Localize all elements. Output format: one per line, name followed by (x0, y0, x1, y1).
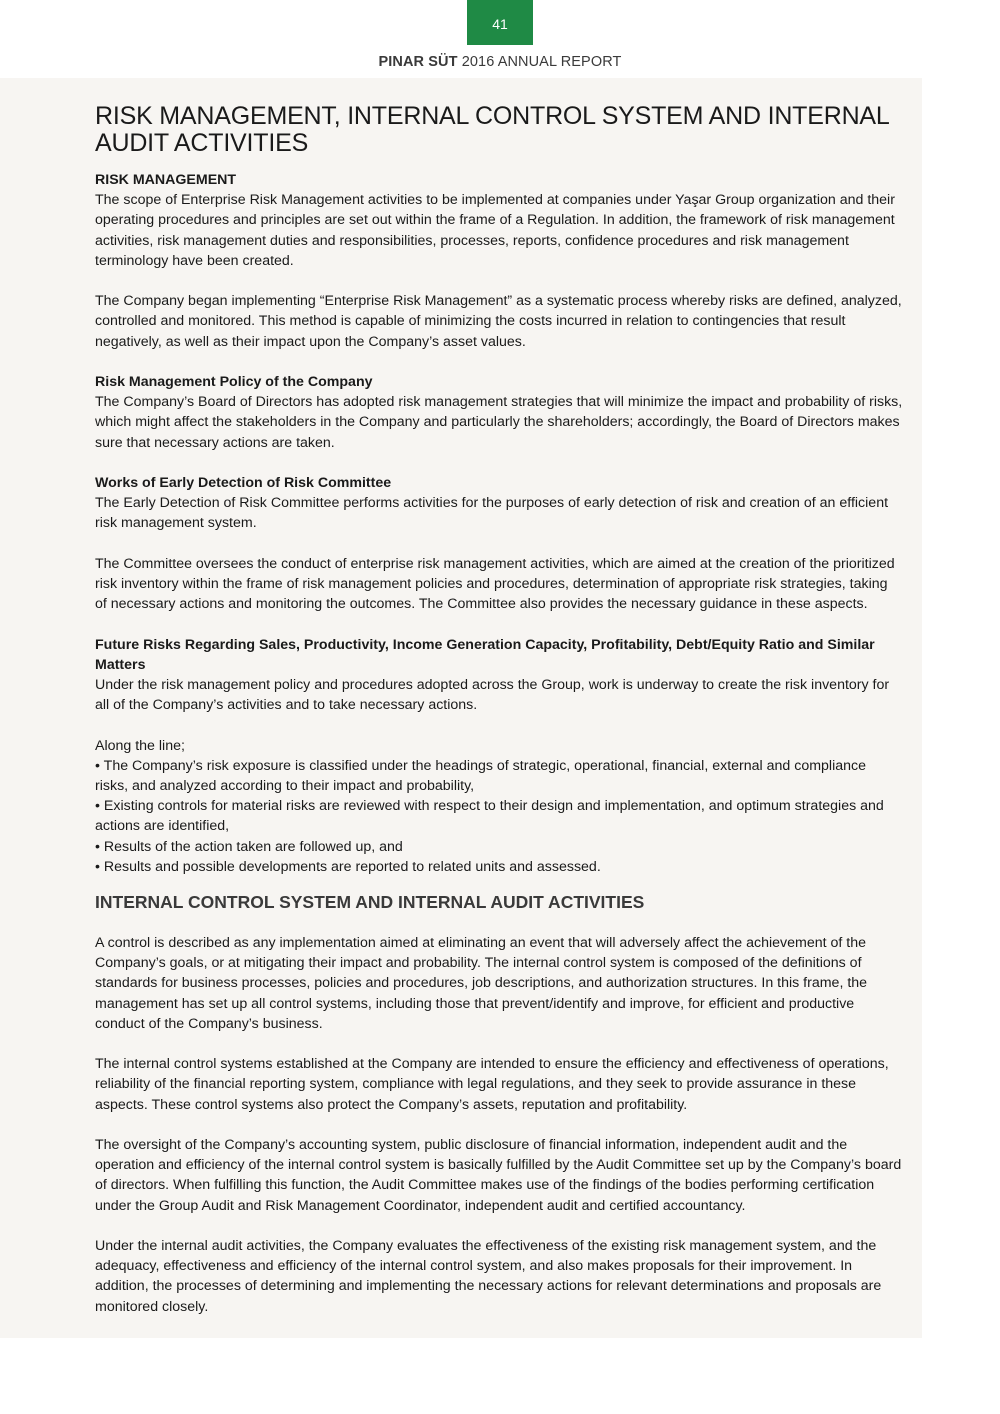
policy-heading: Risk Management Policy of the Company (95, 374, 373, 390)
policy-paragraph-1: The Company’s Board of Directors has adopted risk management strategies that will minimize the impact and probability of risks, which might affect the stakeholders in the Company and particularly the shareholders; accordingly, the Board of Directors makes sure that necessary actions are taken. (95, 394, 903, 451)
risk-management-heading: RISK MANAGEMENT (95, 172, 237, 188)
bullet-item: • Results of the action taken are followed up, and (95, 838, 403, 855)
committee-heading: Works of Early Detection of Risk Committee (95, 475, 392, 491)
internal-paragraph-3: The oversight of the Company’s accounting system, public disclosure of financial information, independent audit and the operation and efficiency of the internal control system is basically fulfilled by the Audit Committee set up by the Company’s board of directors. When fulfilling this function, the Audit Committee makes use of the findings of the bodies performing certification under the Group Audit and Risk Management Coordinator, independent audit and certified accountancy. (95, 1137, 902, 1214)
document-body (95, 103, 903, 1317)
bullet-item: • The Company’s risk exposure is classified under the headings of strategic, operational, financial, external and compliance risks, and analyzed according to their impact and probability, (95, 757, 866, 794)
brand-name: PINAR SÜT (378, 54, 458, 70)
page-number-tab (467, 0, 533, 45)
internal-control-heading: INTERNAL CONTROL SYSTEM AND INTERNAL AUDIT ACTIVITIES (95, 892, 645, 913)
internal-paragraph-4: Under the internal audit activities, the Company evaluates the effectiveness of the existing risk management system, and the adequacy, effectiveness and efficiency of the internal control system, and also makes proposals for their improvement. In addition, the processes of determining and implementing the necessary actions for relevant determinations and proposals are monitored closely. (95, 1238, 882, 1315)
committee-paragraph-1: The Early Detection of Risk Committee performs activities for the purposes of early detection of risk and creation of an efficient risk management system. (95, 495, 889, 532)
future-risks-paragraph-1: Under the risk management policy and procedures adopted across the Group, work is underway to create the risk inventory for all of the Company’s activities and to take necessary actions. (95, 677, 890, 714)
bullet-item: • Existing controls for material risks are reviewed with respect to their design and implementation, and optimum strategies and actions are identified, (95, 798, 884, 835)
internal-paragraph-2: The internal control systems established at the Company are intended to ensure the efficiency and effectiveness of operations, reliability of the financial reporting system, compliance with legal regulations, and they seek to provide assurance in these aspects. These control systems also protect the Company’s assets, reputation and profitability. (95, 1056, 889, 1113)
page-title: RISK MANAGEMENT, INTERNAL CONTROL SYSTEM AND INTERNAL AUDIT ACTIVITIES (95, 102, 889, 157)
report-label: 2016 ANNUAL REPORT (461, 54, 622, 70)
along-the-line: Along the line; (95, 737, 185, 754)
bullet-item: • Results and possible developments are reported to related units and assessed. (95, 858, 601, 875)
running-header (0, 54, 1000, 70)
risk-paragraph-2: The Company began implementing “Enterprise Risk Management” as a systematic process whereby risks are defined, analyzed, controlled and monitored. This method is capable of minimizing the costs incurred in relation to contingencies that result negatively, as well as their impact upon the Company’s asset values. (95, 293, 902, 350)
risk-paragraph-1: The scope of Enterprise Risk Management activities to be implemented at companies under Yaşar Group organization and their operating procedures and principles are set out within the frame of a Regulation. In addition, the framework of risk management activities, risk management duties and responsibilities, processes, reports, confidence procedures and risk management terminology have been created. (95, 192, 895, 269)
internal-paragraph-1: A control is described as any implementation aimed at eliminating an event that will adversely affect the achievement of the Company’s goals, or at mitigating their impact and probability. The internal control system is composed of the definitions of standards for business processes, policies and procedures, job descriptions, and authorization structures. In this frame, the management has set up all control systems, including those that prevent/identify and improve, for efficient and productive conduct of the Company’s business. (95, 935, 868, 1032)
page-number: 41 (492, 15, 508, 32)
committee-paragraph-2: The Committee oversees the conduct of enterprise risk management activities, which are aimed at the creation of the prioritized risk inventory within the frame of risk management policies and procedures, determination of appropriate risk strategies, taking of necessary actions and monitoring the outcomes. The Committee also provides the necessary guidance in these aspects. (95, 555, 895, 613)
future-risks-heading: Future Risks Regarding Sales, Productivity, Income Generation Capacity, Profitability, Debt/Equity Ratio and Similar Matters (95, 636, 875, 673)
